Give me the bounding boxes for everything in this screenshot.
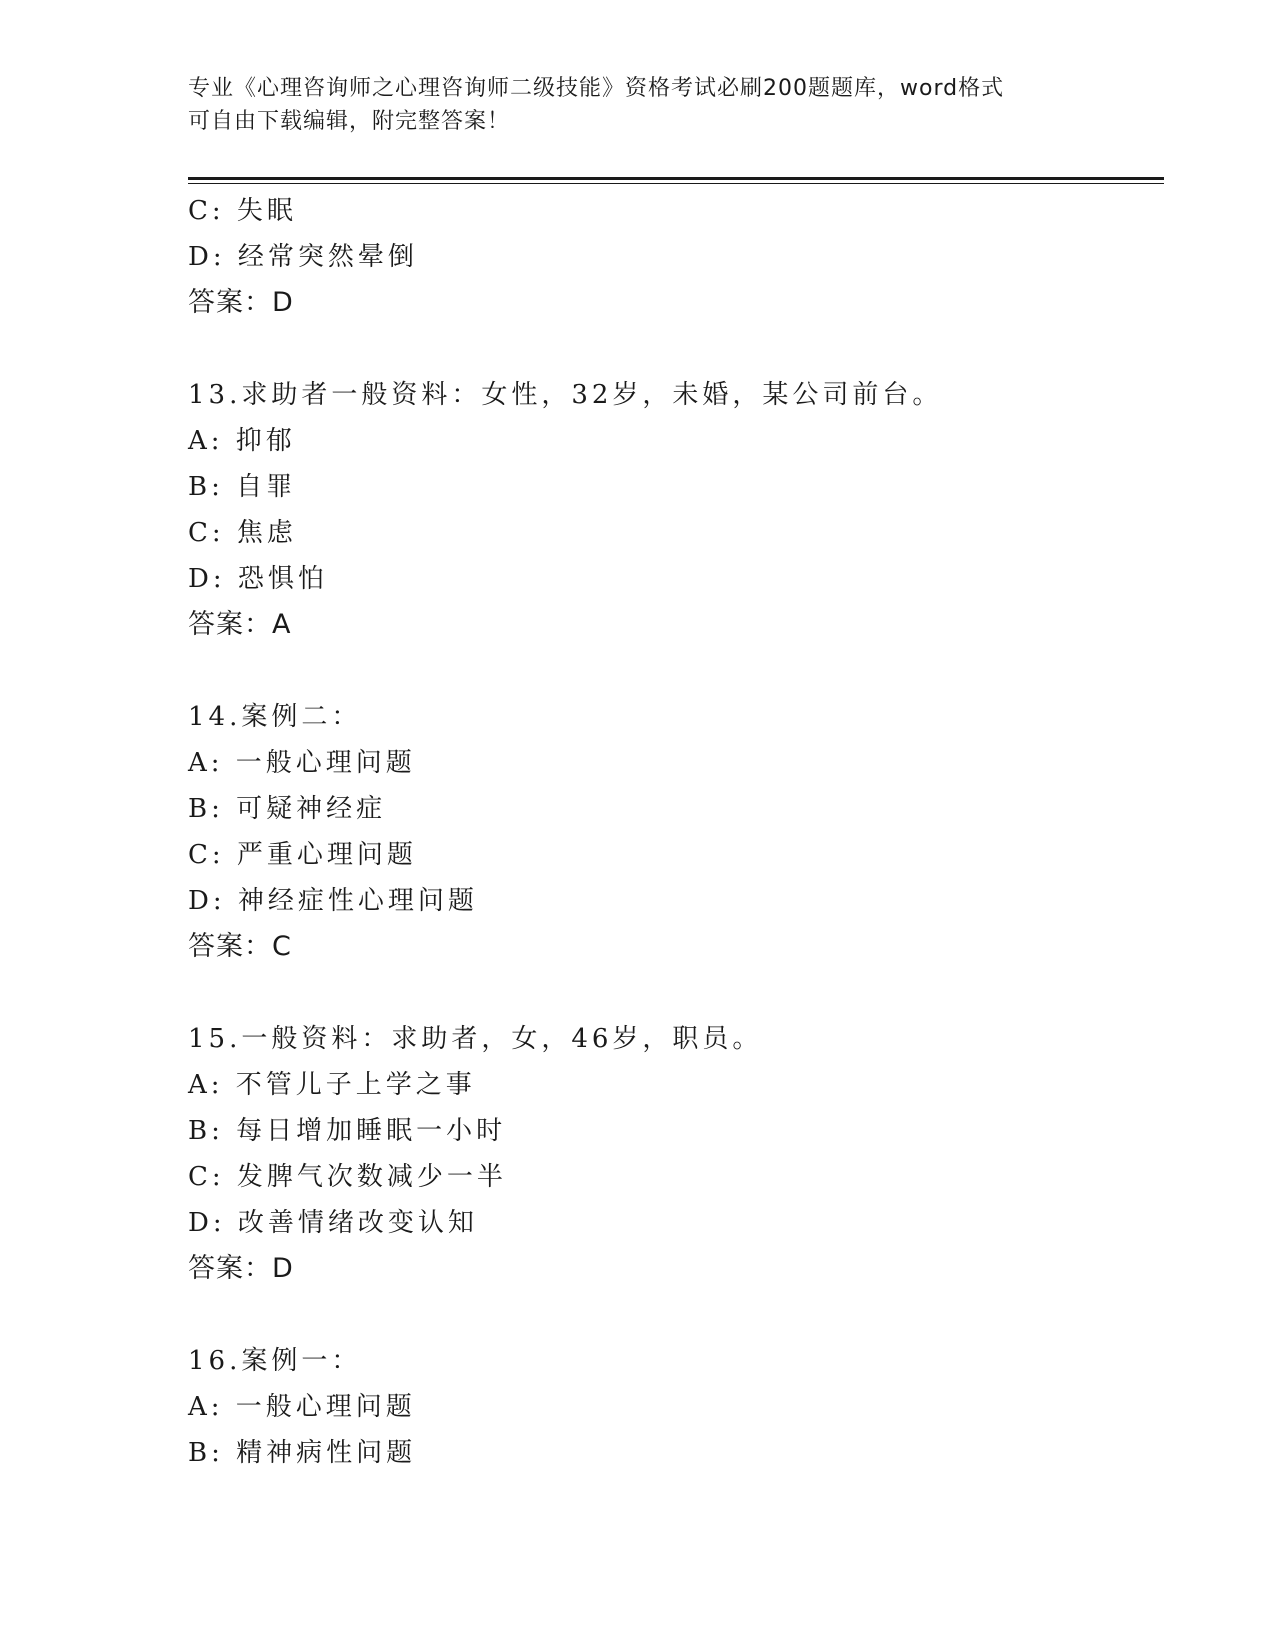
header-divider-thick bbox=[188, 177, 1164, 180]
answer-line: 答案：A bbox=[188, 609, 292, 640]
answer-line: 答案：C bbox=[188, 931, 292, 962]
document-header bbox=[188, 72, 1088, 138]
question-block-15 bbox=[188, 1016, 1148, 1292]
answer-line: 答案：D bbox=[188, 1253, 294, 1284]
option-c: C: 失眠 bbox=[188, 196, 297, 226]
header-line-2: 可自由下载编辑，附完整答案！ bbox=[188, 109, 511, 134]
header-divider-thin bbox=[188, 183, 1164, 184]
option-b: B: 精神病性问题 bbox=[188, 1438, 417, 1468]
option-b: B: 每日增加睡眠一小时 bbox=[188, 1116, 507, 1146]
option-d: D: 恐惧怕 bbox=[188, 564, 328, 594]
question-block-12 bbox=[188, 188, 1148, 326]
question-text: 14.案例二： bbox=[188, 702, 362, 732]
option-a: A: 一般心理问题 bbox=[188, 1392, 416, 1422]
question-text: 16.案例一： bbox=[188, 1346, 362, 1376]
option-c: C: 焦虑 bbox=[188, 518, 297, 548]
option-a: A: 一般心理问题 bbox=[188, 748, 416, 778]
option-b: B: 自罪 bbox=[188, 472, 297, 502]
spacer bbox=[188, 1292, 1148, 1338]
option-c: C: 严重心理问题 bbox=[188, 840, 417, 870]
option-a: A: 不管儿子上学之事 bbox=[188, 1070, 476, 1100]
spacer bbox=[188, 970, 1148, 1016]
option-c: C: 发脾气次数减少一半 bbox=[188, 1162, 507, 1192]
question-text: 13.求助者一般资料：女性，32岁，未婚，某公司前台。 bbox=[188, 380, 943, 410]
option-b: B: 可疑神经症 bbox=[188, 794, 387, 824]
option-a: A: 抑郁 bbox=[188, 426, 296, 456]
answer-line: 答案：D bbox=[188, 287, 294, 318]
spacer bbox=[188, 648, 1148, 694]
option-d: D: 经常突然晕倒 bbox=[188, 242, 418, 272]
question-block-13 bbox=[188, 372, 1148, 648]
question-text: 15.一般资料：求助者，女，46岁，职员。 bbox=[188, 1024, 763, 1054]
question-block-14 bbox=[188, 694, 1148, 970]
option-d: D: 改善情绪改变认知 bbox=[188, 1208, 478, 1238]
option-d: D: 神经症性心理问题 bbox=[188, 886, 478, 916]
spacer bbox=[188, 326, 1148, 372]
question-block-16 bbox=[188, 1338, 1148, 1476]
question-list bbox=[188, 188, 1148, 1476]
header-line-1: 专业《心理咨询师之心理咨询师二级技能》资格考试必刷200题题库，word格式 bbox=[188, 76, 1005, 101]
